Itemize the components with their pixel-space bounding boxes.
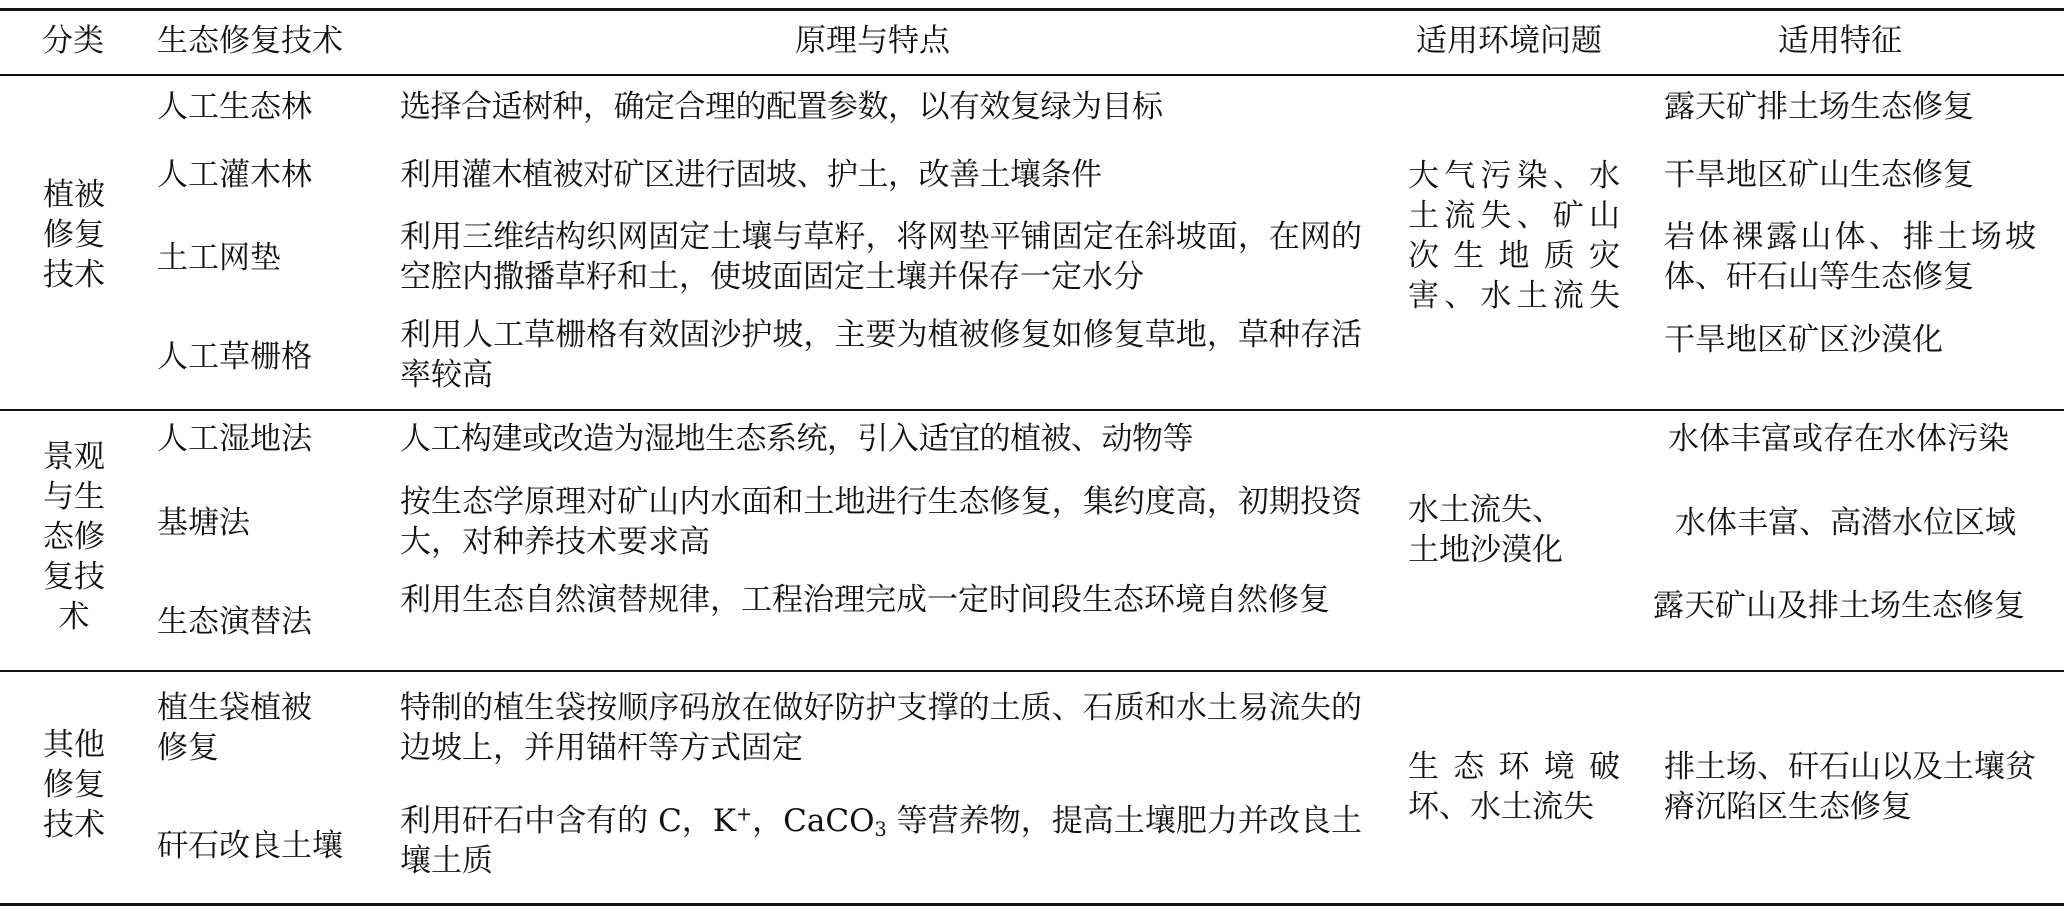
co3-subscript: 3 xyxy=(874,817,887,841)
category-cell xyxy=(30,720,118,850)
feature-cell: 露天矿排土场生态修复 xyxy=(1664,89,1974,125)
technique-line: 修复 xyxy=(157,730,219,766)
principle-cell: 选择合适树种，确定合理的配置参数，以有效复绿为目标 xyxy=(400,89,1163,125)
principle-cell: 人工构建或改造为湿地生态系统，引入适宜的植被、动物等 xyxy=(400,421,1193,457)
technique-cell: 土工网垫 xyxy=(157,240,281,276)
feature-cell: 水体丰富、高潜水位区域 xyxy=(1675,505,2016,541)
principle-cell: 按生态学原理对矿山内水面和土地进行生态修复，集约度高，初期投资大，对种养技术要求高 xyxy=(400,484,1362,560)
header-principle: 原理与特点 xyxy=(795,23,950,59)
category-cell xyxy=(30,430,118,644)
principle-text: 等营养物，提高土壤肥力并改良土壤土质 xyxy=(400,803,1362,879)
technique-cell: 人工湿地法 xyxy=(157,421,312,457)
category-line: 术 xyxy=(58,599,90,635)
env-problem-line: 土流失、矿山 xyxy=(1408,198,1620,234)
technique-line: 植生袋植被 xyxy=(157,690,312,726)
technique-cell: 人工草栅格 xyxy=(157,339,312,375)
category-line: 修复 xyxy=(43,767,105,803)
category-line: 植被 xyxy=(43,177,105,213)
category-line: 与生 xyxy=(43,479,105,515)
feature-cell: 露天矿山及排土场生态修复 xyxy=(1653,588,2025,624)
principle-cell xyxy=(400,801,1362,881)
principle-cell: 利用人工草栅格有效固沙护坡，主要为植被修复如修复草地，草种存活率较高 xyxy=(400,317,1362,393)
technique-cell: 基塘法 xyxy=(157,505,250,541)
technique-cell: 人工生态林 xyxy=(157,89,312,125)
env-problem-line: 次生地质灾 xyxy=(1408,238,1620,274)
principle-cell: 特制的植生袋按顺序码放在做好防护支撑的土质、石质和水土易流失的边坡上，并用锚杆等方式固定 xyxy=(400,690,1362,766)
category-line: 景观 xyxy=(43,439,105,475)
principle-cell: 利用三维结构织网固定土壤与草籽，将网垫平铺固定在斜坡面，在网的空腔内撒播草籽和土，使坡面固定土壤并保存一定水分 xyxy=(400,219,1362,295)
category-line: 技术 xyxy=(43,257,105,293)
group-divider-2 xyxy=(0,670,2064,672)
group-divider-1 xyxy=(0,409,2064,411)
technique-cell xyxy=(157,688,357,768)
env-problem-cell xyxy=(1408,747,1620,827)
category-line: 复技 xyxy=(43,559,105,595)
header-env-problem: 适用环境问题 xyxy=(1416,23,1602,59)
env-problem-line: 坏、水土流失 xyxy=(1408,789,1594,825)
category-line: 其他 xyxy=(43,727,105,763)
header-technique: 生态修复技术 xyxy=(157,23,343,59)
category-line: 修复 xyxy=(43,217,105,253)
principle-cell: 利用生态自然演替规律，工程治理完成一定时间段生态环境自然修复 xyxy=(400,582,1330,618)
principle-text: 利用矸石中含有的 C，K xyxy=(400,803,737,839)
env-problem-cell xyxy=(1408,156,1620,316)
feature-cell: 干旱地区矿山生态修复 xyxy=(1664,157,1974,193)
principle-text: ，CaCO xyxy=(752,803,875,839)
technique-cell: 生态演替法 xyxy=(157,604,312,640)
env-problem-cell xyxy=(1408,490,1620,570)
env-problem-line: 大气污染、水 xyxy=(1408,158,1620,194)
env-problem-line: 土地沙漠化 xyxy=(1408,532,1563,568)
principle-cell: 利用灌木植被对矿区进行固坡、护土，改善土壤条件 xyxy=(400,157,1102,193)
feature-cell: 水体丰富或存在水体污染 xyxy=(1668,421,2009,457)
table-top-rule xyxy=(0,8,2064,11)
category-cell xyxy=(30,170,118,300)
feature-cell: 排土场、矸石山以及土壤贫瘠沉陷区生态修复 xyxy=(1664,749,2036,825)
k-ion-charge: + xyxy=(736,802,753,826)
technique-cell: 矸石改良土壤 xyxy=(157,828,343,864)
table-bottom-rule xyxy=(0,903,2064,906)
feature-cell: 岩体裸露山体、排土场坡体、矸石山等生态修复 xyxy=(1664,219,2036,295)
feature-cell: 干旱地区矿区沙漠化 xyxy=(1664,322,1943,358)
env-problem-line: 水土流失、 xyxy=(1408,492,1563,528)
category-line: 技术 xyxy=(43,807,105,843)
header-feature: 适用特征 xyxy=(1778,23,1902,59)
header-bottom-rule xyxy=(0,74,2064,76)
env-problem-line: 害、水土流失 xyxy=(1408,278,1620,314)
technique-cell: 人工灌木林 xyxy=(157,157,312,193)
category-line: 态修 xyxy=(43,519,105,555)
header-category: 分类 xyxy=(42,23,104,59)
env-problem-line: 生态环境破 xyxy=(1408,749,1620,785)
